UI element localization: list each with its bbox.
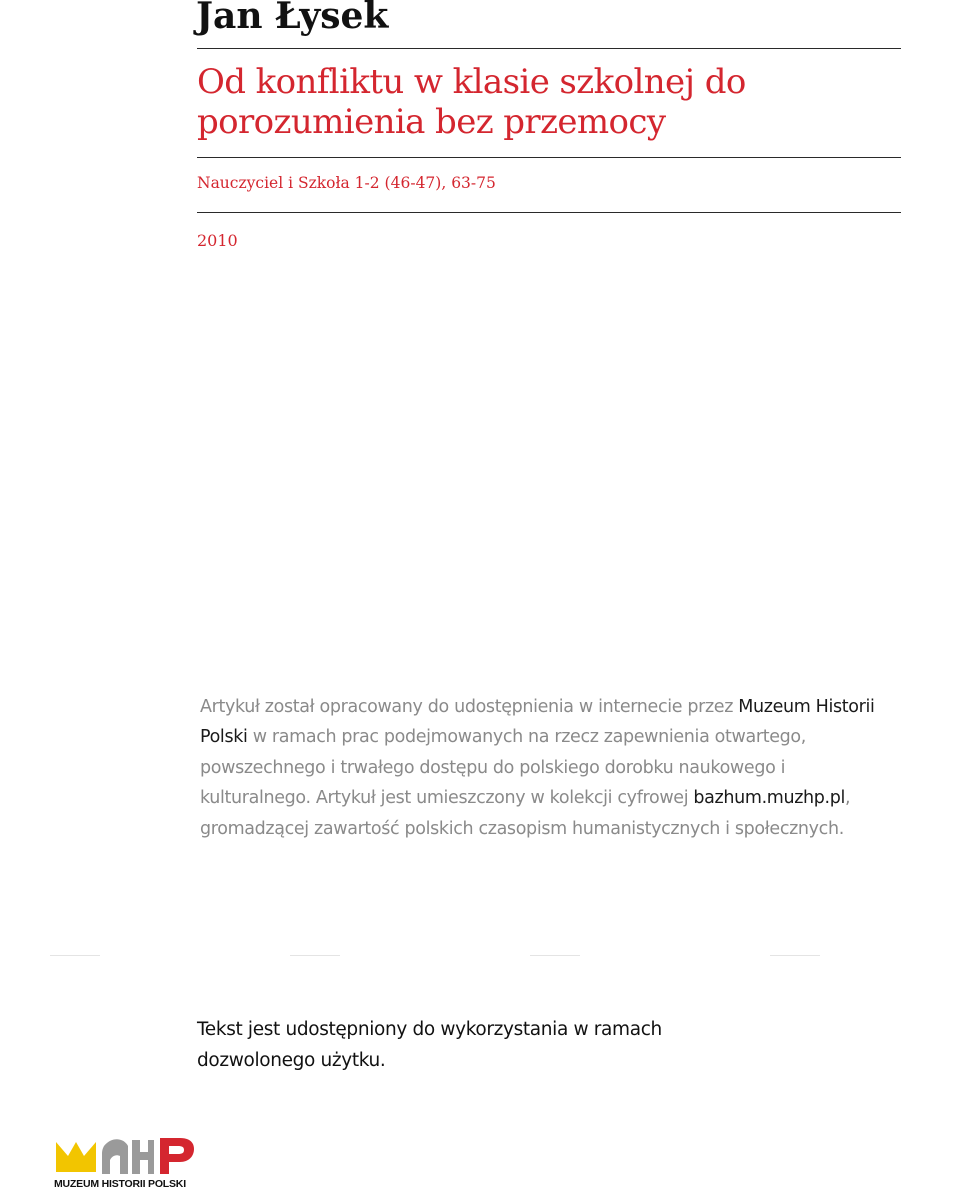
faint-mark (50, 955, 100, 956)
p-letter-icon (160, 1138, 194, 1174)
faint-mark (770, 955, 820, 956)
usage-line-1: Tekst jest udostępniony do wykorzystania w ramach (197, 1019, 662, 1040)
article-title-line-2: porozumienia bez przemocy (197, 102, 666, 142)
museum-logo (54, 1134, 204, 1194)
usage-line-2: dozwolonego użytku. (197, 1050, 386, 1071)
article-title-line-1: Od konfliktu w klasie szkolnej do (197, 62, 746, 102)
notice-part-2: w ramach prac podejmowanych na rzecz zapewnienia otwartego, powszechnego i trwałego dostępu do polskiego dorobku naukowego i kulturalnego. Artykuł jest umieszczony w kolekcji cyfrowej (200, 727, 806, 809)
author-name: Jan Łysek (196, 0, 389, 37)
crown-icon (56, 1142, 96, 1172)
divider-title (197, 157, 901, 158)
divider-citation (197, 212, 901, 213)
digitization-notice (200, 692, 890, 844)
divider-top (197, 48, 901, 49)
publication-year: 2010 (197, 231, 238, 250)
notice-part-1: Artykuł został opracowany do udostępnienia w internecie przez (200, 697, 739, 717)
notice-part-3: , gromadzącej zawartość polskich czasopism humanistycznych i społecznych. (200, 788, 851, 839)
journal-citation: Nauczyciel i Szkoła 1-2 (46-47), 63-75 (197, 174, 496, 192)
faint-mark (530, 955, 580, 956)
site-link[interactable]: bazhum.muzhp.pl (693, 788, 846, 809)
museum-logo-mark (54, 1134, 204, 1178)
eagle-icon (102, 1139, 154, 1174)
museum-name: Muzeum Historii Polski (200, 697, 875, 748)
museum-logo-text: MUZEUM HISTORII POLSKI (54, 1178, 186, 1190)
faint-mark (290, 955, 340, 956)
article-title (197, 62, 897, 142)
usage-notice (197, 1014, 797, 1076)
